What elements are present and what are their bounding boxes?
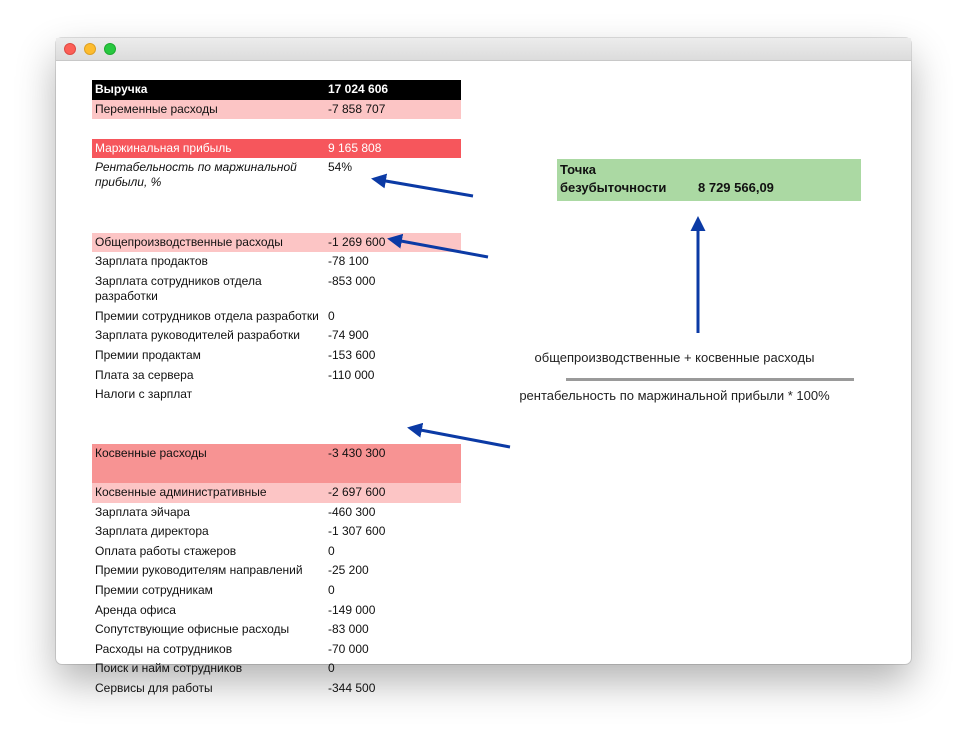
formula-denominator: рентабельность по маржинальной прибыли * 100%: [519, 388, 830, 403]
row-value: 17 024 606: [328, 82, 389, 96]
row-value: 0: [328, 543, 335, 558]
row-label: Поиск и найм сотрудников: [95, 661, 243, 676]
row-value: 0: [328, 308, 335, 323]
row-value: -460 300: [328, 504, 376, 519]
row-label: Налоги с зарплат: [95, 387, 193, 402]
row-value: 0: [328, 583, 335, 598]
row-value: -70 000: [328, 641, 369, 656]
arrow-to-margin-rate: [374, 179, 473, 196]
minimize-window-button[interactable]: [84, 43, 96, 55]
row-label: Общепроизводственные расходы: [95, 234, 283, 249]
row-value: 0: [328, 661, 335, 676]
breakeven-value: 8 729 566,09: [698, 180, 774, 195]
row-label: Премии сотрудникам: [95, 583, 213, 598]
title-bar: [56, 38, 911, 61]
arrow-to-indirect: [410, 428, 510, 447]
row-label: Оплата работы стажеров: [95, 543, 237, 558]
row-label: Премии руководителям направлений: [95, 563, 303, 578]
document-content: [56, 61, 911, 696]
row-label: Премии сотрудников отдела разработки: [95, 308, 319, 323]
row-value: 9 165 808: [328, 140, 382, 155]
row-label: Выручка: [95, 82, 148, 96]
row-label: Сервисы для работы: [95, 681, 213, 696]
row-value: -83 000: [328, 622, 369, 637]
row-value: -153 600: [328, 347, 376, 362]
row-value: -853 000: [328, 273, 376, 288]
row-value: -149 000: [328, 602, 376, 617]
row-value: -344 500: [328, 681, 376, 696]
table-row: [92, 679, 461, 699]
row-value: -1 269 600: [328, 234, 386, 249]
row-value: -3 430 300: [328, 445, 386, 460]
annotation-arrows: [56, 61, 911, 664]
row-label: Премии продактам: [95, 347, 201, 362]
row-label: Маржинальная прибыль: [95, 140, 232, 155]
arrow-to-overhead: [390, 239, 488, 257]
row-value: 54%: [328, 160, 353, 175]
app-window: [56, 38, 911, 696]
breakeven-title-line1: Точка: [560, 162, 597, 177]
row-label: Косвенные расходы: [95, 445, 207, 460]
row-label: Зарплата продактов: [95, 254, 208, 269]
row-label: Аренда офиса: [95, 602, 176, 617]
breakeven-title-line2: безубыточности: [560, 180, 667, 195]
row-label: Плата за сервера: [95, 367, 194, 382]
row-label: Зарплата директора: [95, 524, 209, 539]
row-label: Зарплата руководителей разработки: [95, 328, 300, 343]
row-value: -7 858 707: [328, 101, 386, 116]
row-label: Сопутствующие офисные расходы: [95, 622, 290, 637]
row-value: -25 200: [328, 563, 369, 578]
row-label: Зарплата сотрудников отдела разработки: [95, 273, 262, 303]
maximize-window-button[interactable]: [104, 43, 116, 55]
row-label: Переменные расходы: [95, 101, 218, 116]
row-label: Рентабельность по маржинальной прибыли, %: [95, 160, 297, 190]
row-value: -1 307 600: [328, 524, 386, 539]
row-value: -2 697 600: [328, 485, 386, 500]
row-label: Расходы на сотрудников: [95, 641, 233, 656]
row-value: -74 900: [328, 328, 369, 343]
row-label: Зарплата эйчара: [95, 504, 190, 519]
row-value: -78 100: [328, 254, 369, 269]
formula-numerator: общепроизводственные + косвенные расходы: [534, 350, 815, 365]
close-window-button[interactable]: [64, 43, 76, 55]
row-value: -110 000: [328, 367, 375, 382]
row-label: Косвенные административные: [95, 485, 267, 500]
